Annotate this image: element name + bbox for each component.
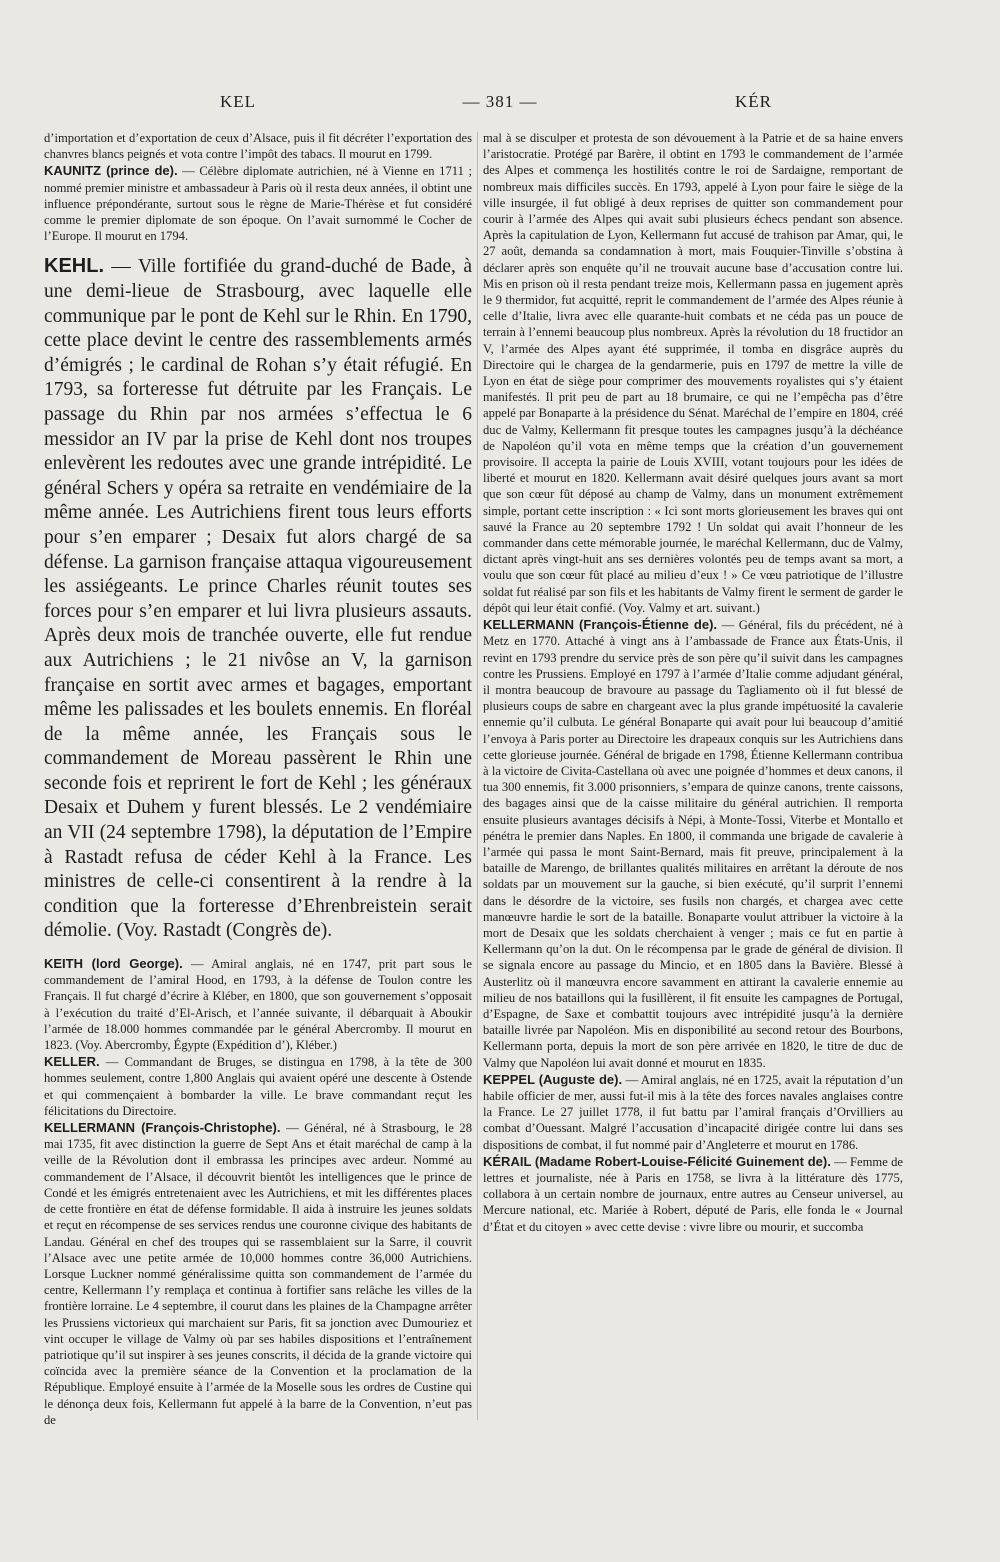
entry-kellermann-francois-christophe bbox=[44, 1120, 472, 1428]
entry-kerail bbox=[483, 1154, 903, 1235]
entry-keppel bbox=[483, 1072, 903, 1153]
entry-text: — Célèbre diplomate autrichien, né à Vienne en 1711 ; nommé premier ministre et ambassadeur à Paris où il resta deux années, il obtint une influence prépondérante, surtout sous le règne de Marie-Thérèse et fut considéré comme le premier diplomate de son époque. On l’avait surnommé le Cocher de l’Europe. Il mourut en 1794. bbox=[44, 164, 472, 244]
entry-heading: KÉRAIL (Madame Robert-Louise-Félicité Guinement de). bbox=[483, 1153, 831, 1169]
page-number: — 381 — bbox=[462, 92, 538, 111]
entry-text: — Ville fortifiée du grand-duché de Bade, à une demi-lieue de Strasbourg, avec laquelle elle communique par le pont de Kehl sur le Rhin. En 1790, cette place devint le centre des rassemblements armés d’émigrés ; le cardinal de Rohan s’y était réfugié. En 1793, sa forteresse fut détruite par les Français. Le passage du Rhin par nos armées s’effectua le 6 messidor an IV par la prise de Kehl dont nos troupes enlevèrent les redoutes avec une grande intrépidité. Le général Schers y opéra sa retraite en vendémiaire de la même année. Les Autrichiens firent tous leurs efforts pour s’en emparer ; Desaix fut alors chargé de sa défense. La garnison française attaqua vigoureusement les assiégeants. Le prince Charles réunit toutes ses forces pour s’en emparer et lui livra plusieurs assauts. Après deux mois de tranchée ouverte, elle fut rendue aux Autrichiens ; le 21 nivôse an V, la garnison française en sortit avec armes et bagages, emportant même les palissades et les boulets ennemis. En floréal de la même année, les Français sous le commandement de Moreau passèrent le Rhin une seconde fois et reprirent le fort de Kehl ; les généraux Desaix et Duhem y furent blessés. Le 2 vendémiaire an VII (24 septembre 1798), la députation de l’Empire à Rastadt refusa de céder Kehl à la France. Les ministres de celle-ci consentirent à la rendre à la condition que la forteresse d’Ehrenbreistein serait démolie. (Voy. Rastadt (Congrès de). bbox=[44, 256, 472, 942]
left-column bbox=[44, 130, 472, 1428]
entry-heading: KEHL. bbox=[44, 255, 104, 278]
entry-heading: KEPPEL (Auguste de). bbox=[483, 1071, 623, 1087]
entry-kellermann-francois-etienne bbox=[483, 617, 903, 1071]
entry-heading: KELLERMANN (François-Christophe). bbox=[44, 1120, 281, 1136]
entry-keith bbox=[44, 956, 472, 1053]
column-divider bbox=[477, 132, 478, 1420]
entry-kaunitz bbox=[44, 163, 472, 244]
entry-heading: KEITH (lord George). bbox=[44, 956, 183, 972]
running-header bbox=[200, 92, 800, 122]
entry-text: — Amiral anglais, né en 1747, prit part sous le commandement de l’amiral Hood, en 1793, à la défense de Toulon contre les Français. Il fut chargé d’écrire à Kléber, en 1800, que son gouvernement s’opposait à l’exécution du traité d’El-Arisch, et l’année suivante, il débarquait à Aboukir l’armée de 18.000 hommes commandée par le général Abercromby. Il mourut en 1823. (Voy. Abercromby, Égypte (Expédition d’), Kléber.) bbox=[44, 957, 472, 1053]
entry-heading: KELLER. bbox=[44, 1054, 100, 1070]
entry-heading: KELLERMANN (François-Étienne de). bbox=[483, 617, 718, 633]
entry-text: — Général, fils du précédent, né à Metz en 1770. Attaché à vingt ans à l’ambassade de France aux États-Unis, il revint en 1793 prendre du service près de son père qu’il suivit dans les campagnes contre les Prussiens. Employé en 1797 à l’armée d’Italie comme adjudant général, il montra beaucoup de bravoure au passage du Tagliamento où il fut blessé de plusieurs coups de sabre en chargeant avec la plus grande impétuosité la cavalerie ennemie qu’il culbuta. Le général Bonaparte qui avait pour lui beaucoup d’amitié l’envoya à Paris porter au Directoire les drapeaux conquis sur les Autrichiens dans cette glorieuse journée. Général de brigade en 1798, Étienne Kellermann contribua à la victoire de Civita-Castellana où avec une poignée d’hommes et deux canons, il tua 300 ennemis, fit 3.000 prisonniers, s’empara de quinze canons, trente caissons, des bagages ainsi que de la caisse militaire du général autrichien. Il remporta ensuite plusieurs avantages décisifs à Népi, à Monte-Tossi, Viterbe et Montallo et pénétra le premier dans Naples. En 1800, il commanda une brigade de cavalerie à l’armée qui passa le mont Saint-Bernard, mais fit preuve, principalement à la bataille de Marengo, de brillantes qualités militaires en arrêtant la déroute de nos soldats par un mouvement sur la gauche, si bien exécuté, qu’il surprit l’ennemi dans le désordre de la victoire, ses fusils non chargés, et chargea avec cette manœuvre hardie le sort de la bataille. Bonaparte voulut attribuer la victoire à la mort de Desaix que les soldats cherchaient à venger ; mais ce fut en partie à Kellermann qu’on la dut. On le récompensa par le grade de général de division. Il se signala encore au passage du Mincio, et en 1805 dans la Bavière. Blessé à Austerlitz où il manœuvra encore savamment en attirant la cavalerie ennemie au milieu de nos bataillons qui la fusillèrent, il fit ensuite les campagnes de Portugal, d’Espagne, de Saxe et combattit toujours avec intrépidité jusqu’à la dernière bataille livrée par Napoléon. Mis en disponibilité au second retour des Bourbons, Kellermann porta, depuis la mort de son père arrivée en 1820, le titre de duc de Valmy que Napoléon lui avait donné et mourut en 1835. bbox=[483, 618, 904, 1070]
entry-continuation: mal à se disculper et protesta de son dévouement à la Patrie et de sa haine envers l’aristocratie. Protégé par Barère, il obtint en 1793 le commandement de l’armée des Alpes et commença les hostilités contre le roi de Sardaigne, remportant de nombreux mais difficiles succès. En 1793, appelé à Lyon pour faire le siège de la ville insurgée, il fut obligé à deux reprises de quitter son commandement pour courir à l’armée des Alpes qui avait subi plusieurs échecs pendant son absence. Après la capitulation de Lyon, Kellermann fut accusé de trahison par Amar, qui, le 27 août, demanda sa condamnation à mort, mais Fouquier-Tinville s’obstina à déclarer après son enquête qu’il ne trouvait aucune base d’accusation contre lui. Mis en prison où il resta pendant treize mois, Kellermann passa en jugement après le 9 thermidor, fut acquitté, reprit le commandement de l’armée des Alpes réunie à celle d’Italie, livra avec elle quarante-huit combats et ne céda pas un pouce de terrain à l’ennemi beaucoup plus nombreux. Après la révolution du 18 fructidor an V, l’armée des Alpes ayant été supprimée, il tomba en disgrâce auprès du Directoire qui le chargea de la gendarmerie, puis en 1797 de mettre la ville de Lyon en état de siège pour comprimer des mouvements royalistes qui s’y étaient manifestés. Il prit peu de part au 18 brumaire, ce qui ne l’empêcha pas d’être appelé par Bonaparte à la présidence du Sénat. Maréchal de l’empire en 1804, créé duc de Valmy, Kellermann fit presque toutes les campagnes jusqu’à la déchéance de Napoléon qu’il vota en même temps que la création d’un gouvernement provisoire. Il accepta la pairie de Louis XVIII, votant toujours pour les idées de liberté et mourut en 1820. Kellermann avait désiré quelques jours avant sa mort que son cœur fût déposé au champ de Valmy, dans un monument extrêmement simple, portant cette inscription : « Ici sont morts glorieusement les braves qui ont sauvé la France au 20 septembre 1792 ! Un soldat qui avait l’honneur de les commander dans cette mémorable journée, le maréchal Kellermann, duc de Valmy, dictant après vingt-huit ans ses dernières volontés peu de temps avant sa mort, a voulu que son cœur fût placé au milieu d’eux ! » Ce vœu patriotique de l’illustre soldat fut réalisé par son fils et les habitants de Valmy firent le serment de garder le dépôt qui leur était confié. (Voy. Valmy et art. suivant.) bbox=[483, 131, 903, 615]
entry-text: — Général, né à Strasbourg, le 28 mai 1735, fit avec distinction la guerre de Sept Ans et était maréchal de camp à la veille de la Révolution dont il embrassa les principes avec ardeur. Nommé au commandement de l’Alsace, il découvrit bientôt les intelligences que le prince de Condé et les émigrés entretenaient avec les Autrichiens, et mit les différentes places de cette frontière en état de défense formidable. Il aida à instruire les jeunes soldats et reçut en récompense de ses services rendus une couronne civique des habitants de Landau. Général en chef des troupes qui se rassemblaient sur la Sarre, il couvrit l’Alsace avec une petite armée de 10,000 hommes contre 36,000 Autrichiens. Lorsque Luckner nommé généralissime quitta son commandement de l’armée du centre, Kellermann l’y remplaça et continua à fortifier sans relâche les villes de la frontière lorraine. Le 4 septembre, il courut dans les plaines de la Champagne arrêter les Prussiens victorieux qui marchaient sur Paris, fit sa jonction avec Dumouriez et vint occuper le village de Valmy où par ses habiles dispositions et l’entraînement patriotique qu’il sut inspirer à ses jeunes conscrits, il décida de la grande victoire qui coïncida avec la première séance de la Convention et la proclamation de la République. Employé ensuite à l’armée de la Moselle sous les ordres de Custine qui le dénonça deux fois, Kellermann fut appelé à la barre de la Convention, n’eut pas de bbox=[44, 1121, 472, 1427]
entry-kehl bbox=[44, 254, 472, 944]
entry-text: — Femme de lettres et journaliste, née à Paris en 1758, se livra à la littérature dès 1775, collabora à un certain nombre de journaux, entre autres au Censeur universel, au Mercure national, etc. Mariée à Robert, député de Paris, elle fonda le « Journal d’État et du citoyen » avec cette devise : vivre libre ou mourir, et succomba bbox=[483, 1154, 903, 1234]
entry-text: — Amiral anglais, né en 1725, avait la réputation d’un habile officier de mer, aussi fut-il mis à la tête des forces navales anglaises contre la France. Le 27 juillet 1778, il fut battu par l’amiral français d’Orvilliers au combat d’Ouessant. Malgré l’accusation d’incapacité dirigée contre lui dans ses dispositions de combat, il fut nommé pair d’Angleterre et mourut en 1786. bbox=[483, 1072, 903, 1152]
entry-continuation: d’importation et d’exportation de ceux d’Alsace, puis il fit décréter l’exportation des chanvres blancs peignés et vota contre l’impôt des tabacs. Il mourut en 1799. bbox=[44, 131, 472, 162]
header-right: KÉR bbox=[735, 92, 772, 111]
entry-heading: KAUNITZ (prince de). bbox=[44, 163, 178, 179]
right-column bbox=[483, 130, 903, 1235]
header-left: KEL bbox=[220, 92, 257, 111]
entry-keller bbox=[44, 1054, 472, 1119]
entry-text: — Commandant de Bruges, se distingua en 1798, à la tête de 300 hommes seulement, contre 1,800 Anglais qui avaient opéré une descente à Ostende et qui commençaient à bombarder la ville. Le brave commandant reçut les félicitations du Directoire. bbox=[44, 1055, 472, 1118]
